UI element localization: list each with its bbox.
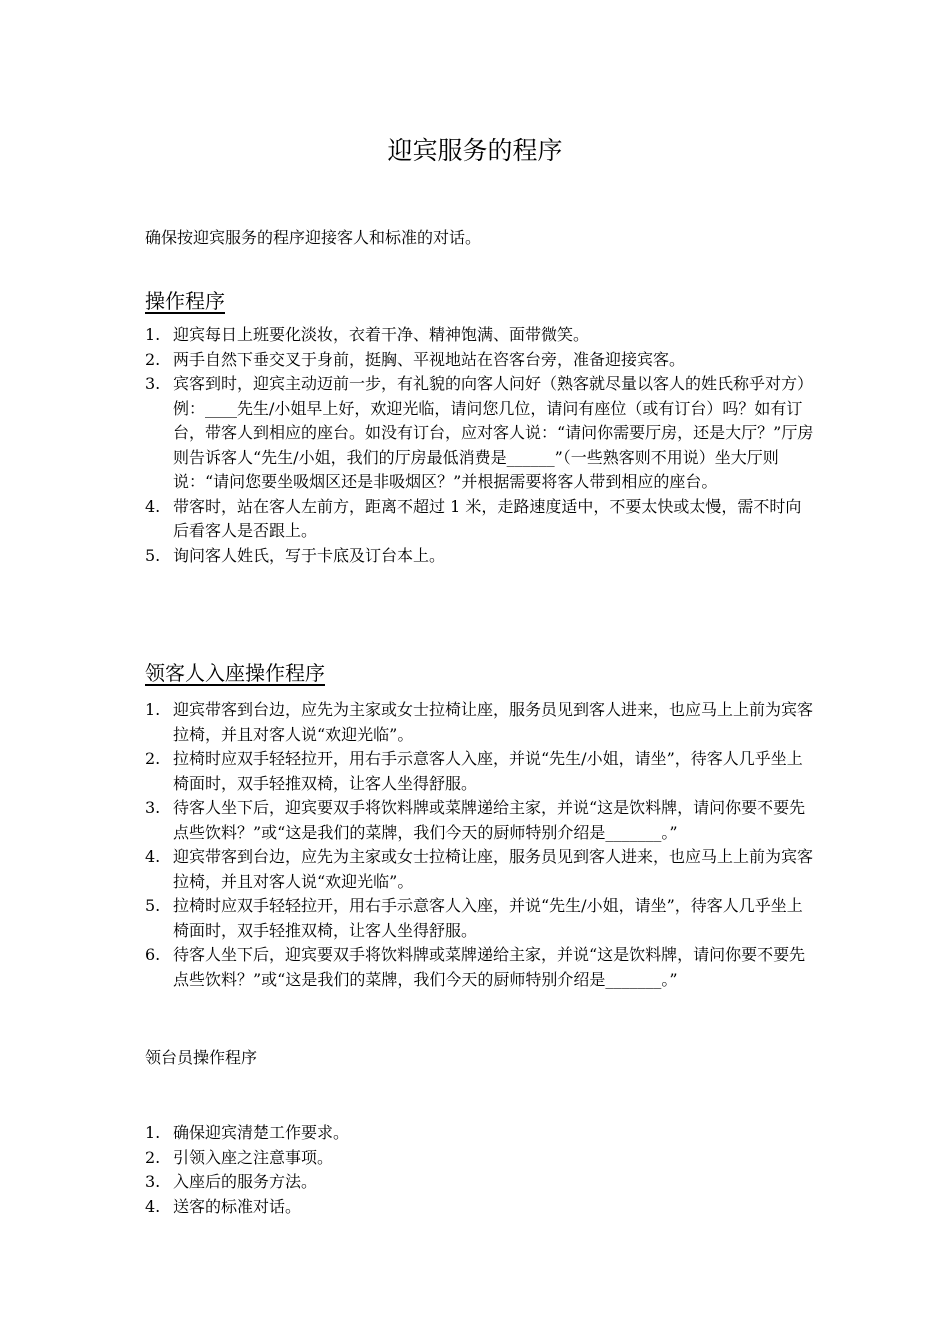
section-heading-procedure: 操作程序 [145, 289, 225, 313]
list-item-text: 入座后的服务方法。 [173, 1172, 318, 1191]
list-item-number: 4. [145, 1196, 161, 1216]
list-item [145, 1195, 817, 1220]
list-item-number: 1. [145, 1123, 161, 1142]
list-item-text: 待客人坐下后，迎宾要双手将饮料牌或菜牌递给主家，并说“这是饮料牌，请问你要不要先点些饮料？”或“这是我们的菜牌，我们今天的厨师特别介绍是_______。” [173, 798, 806, 842]
list-item [145, 323, 817, 348]
procedure-list [145, 323, 817, 568]
list-item-number: 2. [145, 1147, 161, 1167]
list-item [145, 348, 817, 373]
seating-list [145, 698, 817, 992]
list-item-text: 两手自然下垂交叉于身前，挺胸、平视地站在咨客台旁，准备迎接宾客。 [173, 349, 686, 369]
list-item [145, 894, 817, 943]
list-item [145, 372, 817, 495]
list-item-text: 宾客到时，迎宾主动迈前一步，有礼貌的向客人问好（熟客就尽量以客人的姓氏称乎对方）例：____先生/小姐早上好，欢迎光临，请问您几位，请问有座位（或有订台）吗？如有订台，带客人到相应的座台。如没有订台，应对客人说：“请问你需要厅房，还是大厅？”厅房则告诉客人“先生/小姐，我们的厅房最低消费是______”（一些熟客则不用说）坐大厅则说：“请问您要坐吸烟区还是非吸烟区？”并根据需要将客人带到相应的座台。 [173, 374, 814, 491]
list-item-text: 迎宾每日上班要化淡妆，衣着干净、精神饱满、面带微笑。 [173, 325, 590, 344]
list-item-text: 迎宾带客到台边，应先为主家或女士拉椅让座，服务员见到客人进来，也应马上上前为宾客拉椅，并且对客人说“欢迎光临”。 [173, 847, 814, 891]
list-item-text: 带客时，站在客人左前方，距离不超过 1 米，走路速度适中，不要太快或太慢，需不时向后看客人是否跟上。 [173, 496, 802, 540]
list-item-number: 1. [145, 700, 161, 719]
list-item-number: 3. [145, 798, 161, 817]
list-item [145, 747, 817, 796]
list-item [145, 943, 817, 992]
list-item [145, 698, 817, 747]
list-item-text: 待客人坐下后，迎宾要双手将饮料牌或菜牌递给主家，并说“这是饮料牌，请问你要不要先点些饮料？”或“这是我们的菜牌，我们今天的厨师特别介绍是_______。” [173, 945, 806, 989]
list-item [145, 1170, 817, 1195]
list-item-number: 6. [145, 945, 161, 964]
list-item-number: 5. [145, 545, 161, 565]
page-title: 迎宾服务的程序 [387, 136, 563, 165]
list-item-text: 送客的标准对话。 [173, 1196, 302, 1216]
host-list [145, 1121, 817, 1219]
list-item-number: 2. [145, 349, 161, 369]
list-item [145, 796, 817, 845]
list-item-text: 引领入座之注意事项。 [173, 1147, 334, 1167]
list-item-number: 5. [145, 896, 161, 915]
list-item-number: 4. [145, 496, 161, 516]
list-item [145, 1121, 817, 1146]
intro-paragraph: 确保按迎宾服务的程序迎接客人和标准的对话。 [145, 228, 482, 247]
list-item [145, 544, 817, 569]
list-item-text: 拉椅时应双手轻轻拉开，用右手示意客人入座，并说“先生/小姐，请坐”，待客人几乎坐上椅面时，双手轻推双椅，让客人坐得舒服。 [173, 896, 803, 940]
list-item [145, 495, 817, 544]
section-heading-seating: 领客人入座操作程序 [145, 661, 325, 685]
list-item-text: 确保迎宾清楚工作要求。 [173, 1123, 350, 1142]
list-item-text: 询问客人姓氏，写于卡底及订台本上。 [173, 545, 446, 565]
list-item-number: 1. [145, 325, 161, 344]
list-item-number: 4. [145, 847, 161, 866]
list-item-number: 2. [145, 749, 161, 768]
list-item-number: 3. [145, 1172, 161, 1191]
list-item [145, 845, 817, 894]
list-item [145, 1146, 817, 1171]
list-item-text: 迎宾带客到台边，应先为主家或女士拉椅让座，服务员见到客人进来，也应马上上前为宾客拉椅，并且对客人说“欢迎光临”。 [173, 700, 814, 744]
list-item-number: 3. [145, 374, 161, 393]
list-item-text: 拉椅时应双手轻轻拉开，用右手示意客人入座，并说“先生/小姐，请坐”，待客人几乎坐上椅面时，双手轻推双椅，让客人坐得舒服。 [173, 749, 803, 793]
section-heading-host: 领台员操作程序 [145, 1048, 258, 1067]
